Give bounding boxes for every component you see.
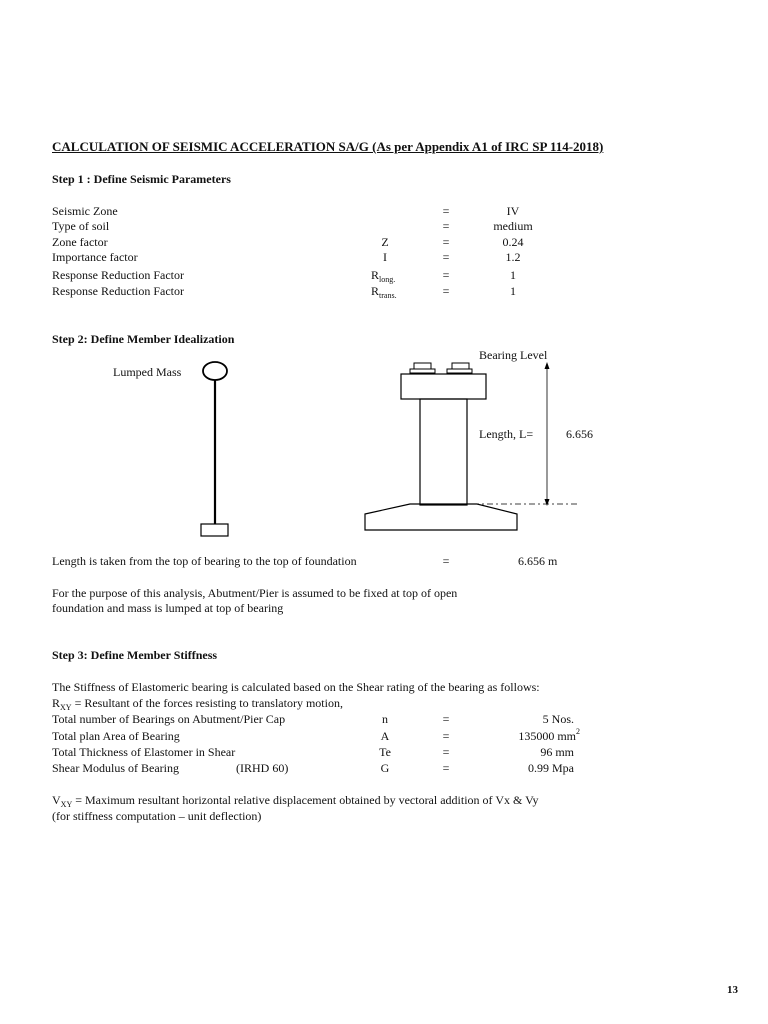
param-value: IV <box>506 204 520 218</box>
rxy-definition: $R_{XY}$ = Resultant of the forces resisting to translatory motion, <box>52 696 343 712</box>
param-eq: = <box>442 204 450 218</box>
vxy-definition: $V_{XY}$ = Maximum resultant horizontal relative displacement obtained by vectoral addition of Vx & Vy <box>52 793 539 809</box>
param-label: Importance factor <box>52 250 138 264</box>
pier-shaft <box>420 399 467 505</box>
param-value: 0.24 <box>502 235 524 249</box>
param-value: 1 <box>510 268 516 282</box>
param-symbol: $R_{long.}$ <box>371 268 396 284</box>
bearing-label: Total number of Bearings on Abutment/Pier Cap <box>52 712 286 726</box>
length-value: 6.656 <box>566 427 593 441</box>
bearing-symbol: G <box>380 761 390 775</box>
param-eq: = <box>442 219 450 233</box>
param-label: Seismic Zone <box>52 204 118 218</box>
bearing-left <box>414 363 431 369</box>
param-symbol: Z <box>381 235 389 249</box>
lumped-mass-label: Lumped Mass <box>113 365 182 379</box>
bearing-value: 5 Nos. <box>542 712 574 726</box>
pedestal-right <box>447 369 472 373</box>
assumption-line-2: foundation and mass is lumped at top of bearing <box>52 601 284 615</box>
param-eq: = <box>442 235 450 249</box>
vxy-note: (for stiffness computation – unit deflection) <box>52 809 262 823</box>
fixed-base <box>201 524 228 536</box>
param-eq: = <box>442 268 450 282</box>
pedestal-left <box>410 369 435 373</box>
page-number: 13 <box>727 984 738 996</box>
param-label: Response Reduction Factor <box>52 268 184 282</box>
param-eq: = <box>442 250 450 264</box>
param-label: Zone factor <box>52 235 108 249</box>
bearing-note: (IRHD 60) <box>236 761 289 775</box>
step2-heading: Step 2: Define Member Idealization <box>52 332 235 346</box>
length-eq: = <box>442 554 450 568</box>
step1-heading: Step 1 : Define Seismic Parameters <box>52 172 231 186</box>
param-value: 1.2 <box>505 250 521 264</box>
assumption-line-1: For the purpose of this analysis, Abutment/Pier is assumed to be fixed at top of open <box>52 586 458 600</box>
bearing-value: 0.99 Mpa <box>528 761 574 775</box>
arrow-up-icon <box>545 362 550 369</box>
param-symbol: I <box>383 250 387 264</box>
length-statement: Length is taken from the top of bearing to the top of foundation <box>52 554 357 568</box>
param-value: 1 <box>510 284 516 298</box>
bearing-symbol: A <box>380 729 390 743</box>
bearing-value: 96 mm <box>540 745 574 759</box>
bearing-eq: = <box>442 729 450 743</box>
bearing-label: Total plan Area of Bearing <box>52 729 180 743</box>
bearing-label: Shear Modulus of Bearing <box>52 761 179 775</box>
param-label: Type of soil <box>52 219 110 233</box>
page-title: CALCULATION OF SEISMIC ACCELERATION SA/G (As per Appendix A1 of IRC SP 114-2018) <box>52 139 604 154</box>
lumped-mass-circle <box>203 362 227 380</box>
bearing-level-label: Bearing Level <box>479 348 548 362</box>
param-value: medium <box>493 219 533 233</box>
param-label: Response Reduction Factor <box>52 284 184 298</box>
bearing-eq: = <box>442 745 450 759</box>
bearing-value: 135000 $mm^2$ <box>518 727 580 743</box>
bearing-symbol: Te <box>379 745 391 759</box>
param-eq: = <box>442 284 450 298</box>
bearing-eq: = <box>442 712 450 726</box>
bearing-label: Total Thickness of Elastomer in Shear <box>52 745 236 759</box>
bearing-eq: = <box>442 761 450 775</box>
length-label: Length, L= <box>479 427 534 441</box>
stiffness-intro: The Stiffness of Elastomeric bearing is calculated based on the Shear rating of the bearing as follows: <box>52 680 540 694</box>
pier-cap <box>401 374 486 399</box>
arrow-down-icon <box>545 499 550 506</box>
bearing-right <box>452 363 469 369</box>
step3-heading: Step 3: Define Member Stiffness <box>52 648 218 662</box>
param-symbol: $R_{trans.}$ <box>371 284 397 300</box>
length-result: 6.656 m <box>518 554 558 568</box>
foundation <box>365 504 517 530</box>
bearing-symbol: n <box>382 712 388 726</box>
